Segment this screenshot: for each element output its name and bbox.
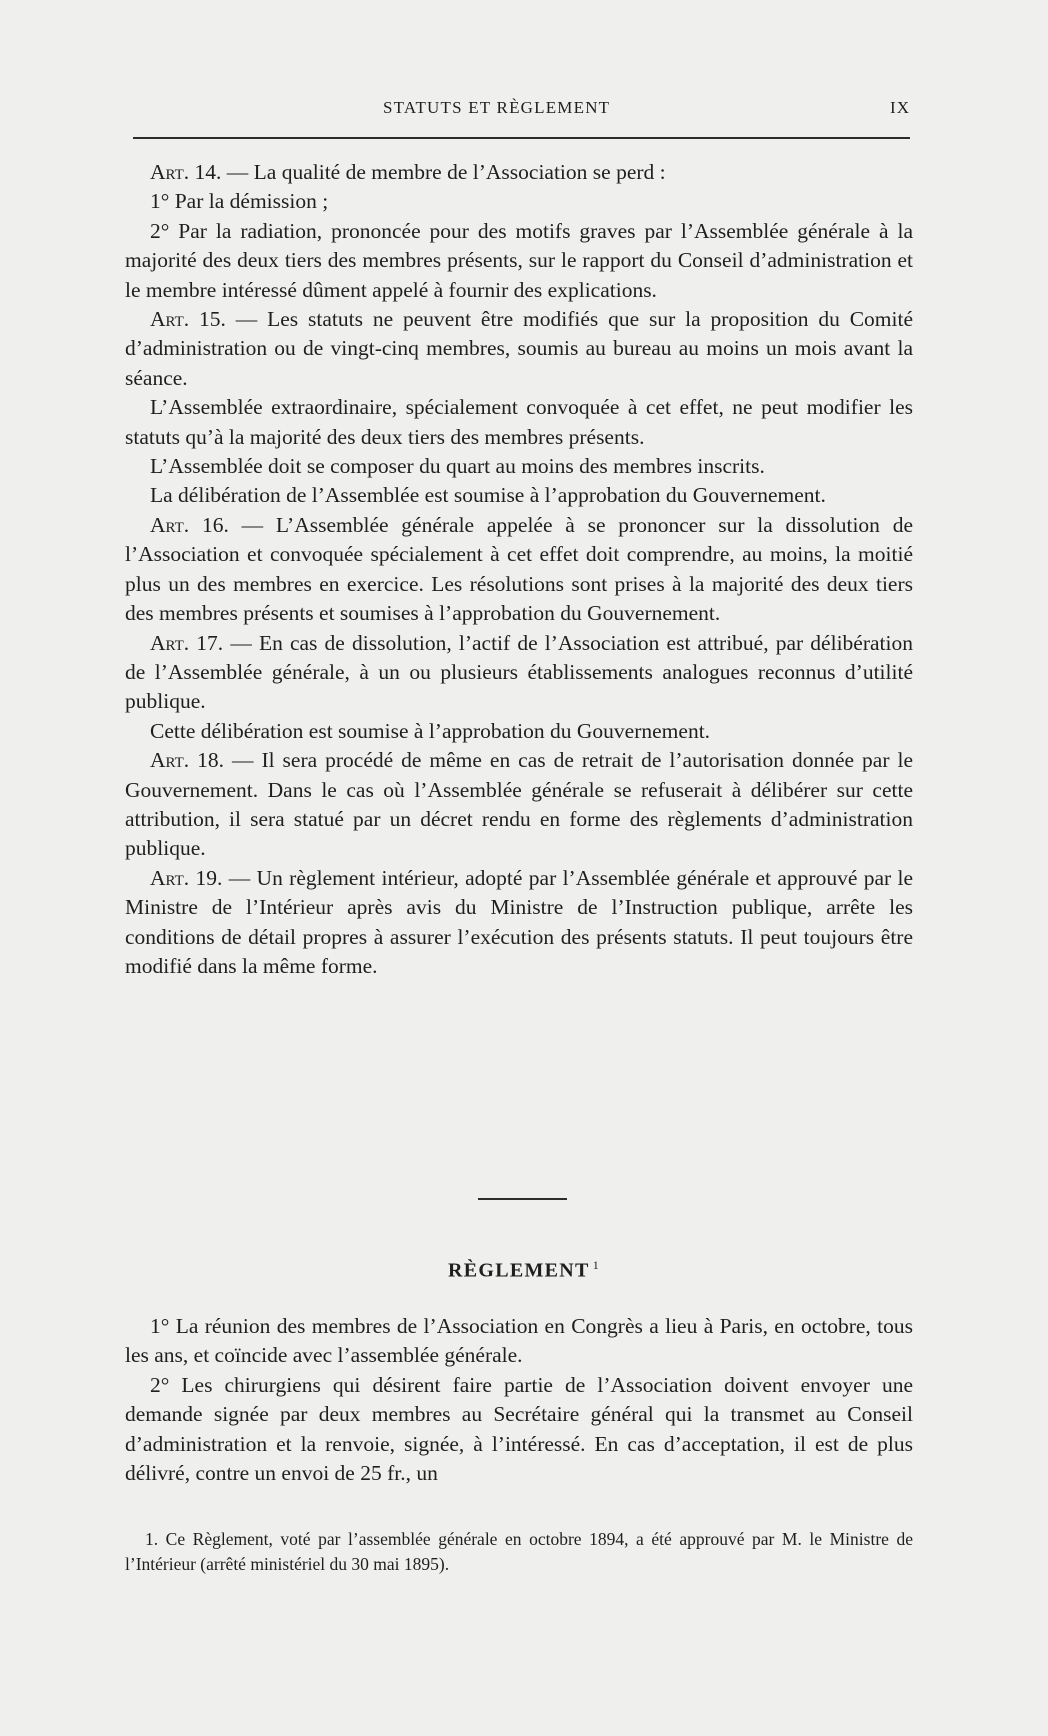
article-15 <box>125 305 913 393</box>
statuts-text <box>125 158 913 981</box>
article-17-paragraph-2: Cette délibération est soumise à l’approbation du Gouvernement. <box>150 718 711 743</box>
article-19-label: Art. 19. <box>150 865 223 890</box>
article-15-label: Art. 15. <box>150 307 226 332</box>
article-19 <box>125 864 913 982</box>
footnote-text: 1. Ce Règlement, voté par l’assemblée générale en octobre 1894, a été approuvé par M. le Ministre de l’Intérieur (arrêté ministériel du 30 mai 1895). <box>125 1529 913 1574</box>
article-17-label: Art. 17. <box>150 630 224 655</box>
running-head <box>133 98 910 124</box>
reglement-title: RÈGLEMENT <box>447 1259 590 1282</box>
article-18-text: — Il sera procédé de même en cas de retrait de l’autorisation donnée par le Gouvernement. Dans le cas où l’Assemblée générale se refuserait à délibérer sur cette attribution, il sera statué par un décret rendu en forme des règlements d’administration publique. <box>125 748 913 861</box>
article-14-label: Art. 14. <box>150 160 222 184</box>
article-16 <box>125 511 913 629</box>
article-17-text: — En cas de dissolution, l’actif de l’Association est attribué, par délibération de l’Assemblée générale, à un ou plusieurs établissements analogues reconnus d’utilité publique. <box>125 630 913 714</box>
reglement-item-1: 1° La réunion des membres de l’Association en Congrès a lieu à Paris, en octobre, tous les ans, et coïncide avec l’assemblée générale. <box>125 1314 913 1368</box>
article-18-label: Art. 18. <box>150 748 225 773</box>
article-18 <box>125 746 913 864</box>
article-14-item-1: 1° Par la démission ; <box>150 189 329 214</box>
article-14-text: — La qualité de membre de l’Association se perd : <box>221 160 666 184</box>
reglement-heading <box>0 1258 1048 1283</box>
article-14 <box>125 158 913 187</box>
article-15-text: — Les statuts ne peuvent être modifiés que sur la proposition du Comité d’administration ou de vingt-cinq membres, soumis au bureau au moins un mois avant la séance. <box>125 307 913 390</box>
footnote-reference: 1 <box>592 1258 601 1272</box>
page-number: IX <box>890 98 910 117</box>
running-title: STATUTS ET RÈGLEMENT <box>383 98 611 117</box>
header-rule <box>133 137 910 139</box>
article-15-paragraph-4: La délibération de l’Assemblée est soumise à l’approbation du Gouvernement. <box>150 483 826 508</box>
article-16-label: Art. 16. <box>150 512 229 537</box>
article-15-paragraph-2: L’Assemblée extraordinaire, spécialement convoquée à cet effet, ne peut modifier les statuts qu’à la majorité des deux tiers des membres présents. <box>125 395 913 449</box>
article-16-text: — L’Assemblée générale appelée à se prononcer sur la dissolution de l’Association et convoquée spécialement à cet effet doit comprendre, au moins, la moitié plus un des membres en exercice. Les résolutions sont prises à la majorité des deux tiers des membres présents et soumises à l’approbation du Gouvernement. <box>125 512 913 626</box>
section-separator <box>478 1198 567 1200</box>
article-17 <box>125 629 913 717</box>
article-19-text: — Un règlement intérieur, adopté par l’Assemblée générale et approuvé par le Ministre de l’Intérieur après avis du Ministre de l’Instruction publique, arrête les conditions de détail propres à assurer l’exécution des présents statuts. Il peut toujours être modifié dans la même forme. <box>125 865 914 978</box>
article-14-item-2: 2° Par la radiation, prononcée pour des motifs graves par l’Assemblée générale à la majorité des deux tiers des membres présents, sur le rapport du Conseil d’administration et le membre intéressé dûment appelé à fournir des explications. <box>125 218 913 302</box>
article-15-paragraph-3: L’Assemblée doit se composer du quart au moins des membres inscrits. <box>150 454 765 479</box>
reglement-item-2: 2° Les chirurgiens qui désirent faire partie de l’Association doivent envoyer une demande signée par deux membres au Secrétaire général qui la transmet au Conseil d’administration et la renvoie, signée, à l’intéressé. En cas d’acceptation, il est de plus délivré, contre un envoi de 25 fr., un <box>125 1372 913 1486</box>
footnote <box>125 1527 913 1577</box>
reglement-text <box>125 1312 913 1488</box>
